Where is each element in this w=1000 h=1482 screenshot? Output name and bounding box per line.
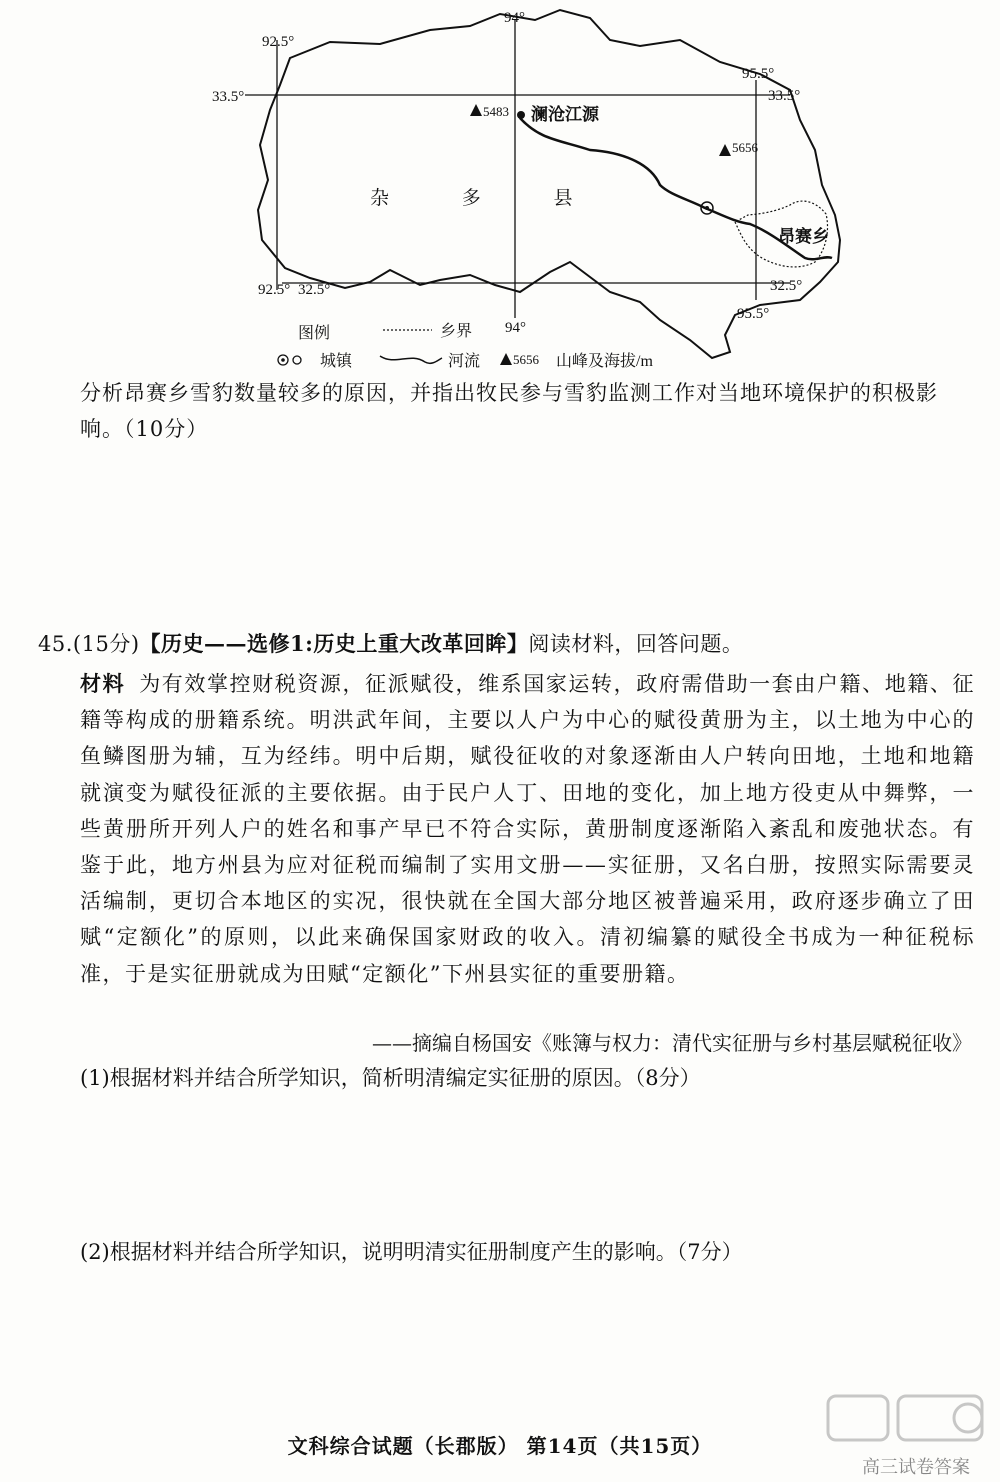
- q45-instruction: 阅读材料，回答问题。: [528, 632, 744, 656]
- peak-5656-icon: [719, 144, 731, 156]
- river-source-dot: [517, 111, 525, 119]
- town-icon-center: [705, 206, 709, 210]
- material-text: 为有效掌控财税资源，征派赋役，维系国家运转，政府需借助一套由户籍、地籍、征籍等构成的册籍系统。明洪武年间，主要以人户为中心的赋役黄册为主，以土地为中心的鱼鳞图册为辅，互为经纬。明中后期，赋役征收的对象逐渐由人户转向田地，土地和地籍就演变为赋役征派的主要依据。由于民户人丁、田地的变化，加上地方役吏从中舞弊，一些黄册所开列人户的姓名和事产早已不符合实际，黄册制度逐渐陷入紊乱和废弛状态。有鉴于此，地方州县为应对征税而编制了实用文册——实征册，又名白册，按照实际需要灵活编制，更切合本地区的实况，很快就在全国大部分地区被普遍采用，政府逐步确立了田赋“定额化”的原则，以此来确保国家财政的收入。清初编纂的赋役全书成为一种征税标准，于是实征册就成为田赋“定额化”下州县实征的重要册籍。: [80, 672, 975, 986]
- q45-subquestion-2: (2)根据材料并结合所学知识，说明明清实征册制度产生的影响。（7分）: [80, 1240, 743, 1264]
- legend-boundary-label: 乡界: [440, 323, 473, 340]
- township-label: 昂赛乡: [778, 227, 829, 246]
- lon-label-92-5-bottom: 92.5°: [258, 282, 291, 298]
- lat-label-33-5-right: 33.5°: [768, 88, 801, 104]
- lat-label-32-5-left: 32.5°: [298, 282, 331, 298]
- legend-village-icon: [293, 356, 301, 364]
- legend-town-label: 城镇: [320, 353, 353, 370]
- q45-material: [80, 666, 975, 992]
- q45-number: 45.: [38, 632, 73, 656]
- material-label: 材料: [80, 671, 126, 696]
- county-label: 杂 多 县: [370, 188, 607, 209]
- lon-label-92-5-top: 92.5°: [262, 34, 295, 50]
- legend-river-label: 河流: [448, 353, 481, 370]
- page-footer: 文科综合试题（长郡版） 第14页（共15页）: [287, 1434, 713, 1458]
- peak-5483-icon: [470, 104, 482, 116]
- legend-town-icon-dot: [281, 358, 285, 362]
- legend-peak-label: 山峰及海拔/m: [556, 353, 653, 370]
- lon-label-95-5-bottom: 95.5°: [737, 306, 770, 322]
- legend-title: 图例: [298, 325, 331, 342]
- legend-river-line: [380, 356, 442, 363]
- lat-label-32-5-right: 32.5°: [770, 278, 803, 294]
- source-label: 澜沧江源: [531, 105, 599, 124]
- material-source: ——摘编自杨国安《账簿与权力：清代实征册与乡村基层赋税征收》: [372, 1031, 972, 1055]
- peak-5656-label: 5656: [732, 140, 758, 155]
- lon-label-94-bottom: 94°: [505, 320, 526, 336]
- legend-peak-icon: [500, 353, 512, 365]
- q45-module: 【历史——选修1:历史上重大改革回眸】: [139, 631, 529, 656]
- watermark-text: 高三试卷答案: [862, 1457, 970, 1478]
- q45-subquestion-1: (1)根据材料并结合所学知识，简析明清编定实征册的原因。（8分）: [80, 1066, 701, 1090]
- lat-label-33-5-left: 33.5°: [212, 89, 245, 105]
- lon-label-95-5-top: 95.5°: [742, 66, 775, 82]
- q45-score: (15分): [72, 632, 140, 656]
- zaduo-county-map: [0, 0, 1000, 375]
- q45-header: [38, 628, 743, 658]
- lon-label-94-top: 94°: [504, 10, 525, 26]
- peak-5483-label: 5483: [483, 104, 509, 119]
- q44-question: 分析昂赛乡雪豹数量较多的原因，并指出牧民参与雪豹监测工作对当地环境保护的积极影响。（10分）: [80, 381, 938, 441]
- legend-peak-sample: 5656: [513, 352, 539, 367]
